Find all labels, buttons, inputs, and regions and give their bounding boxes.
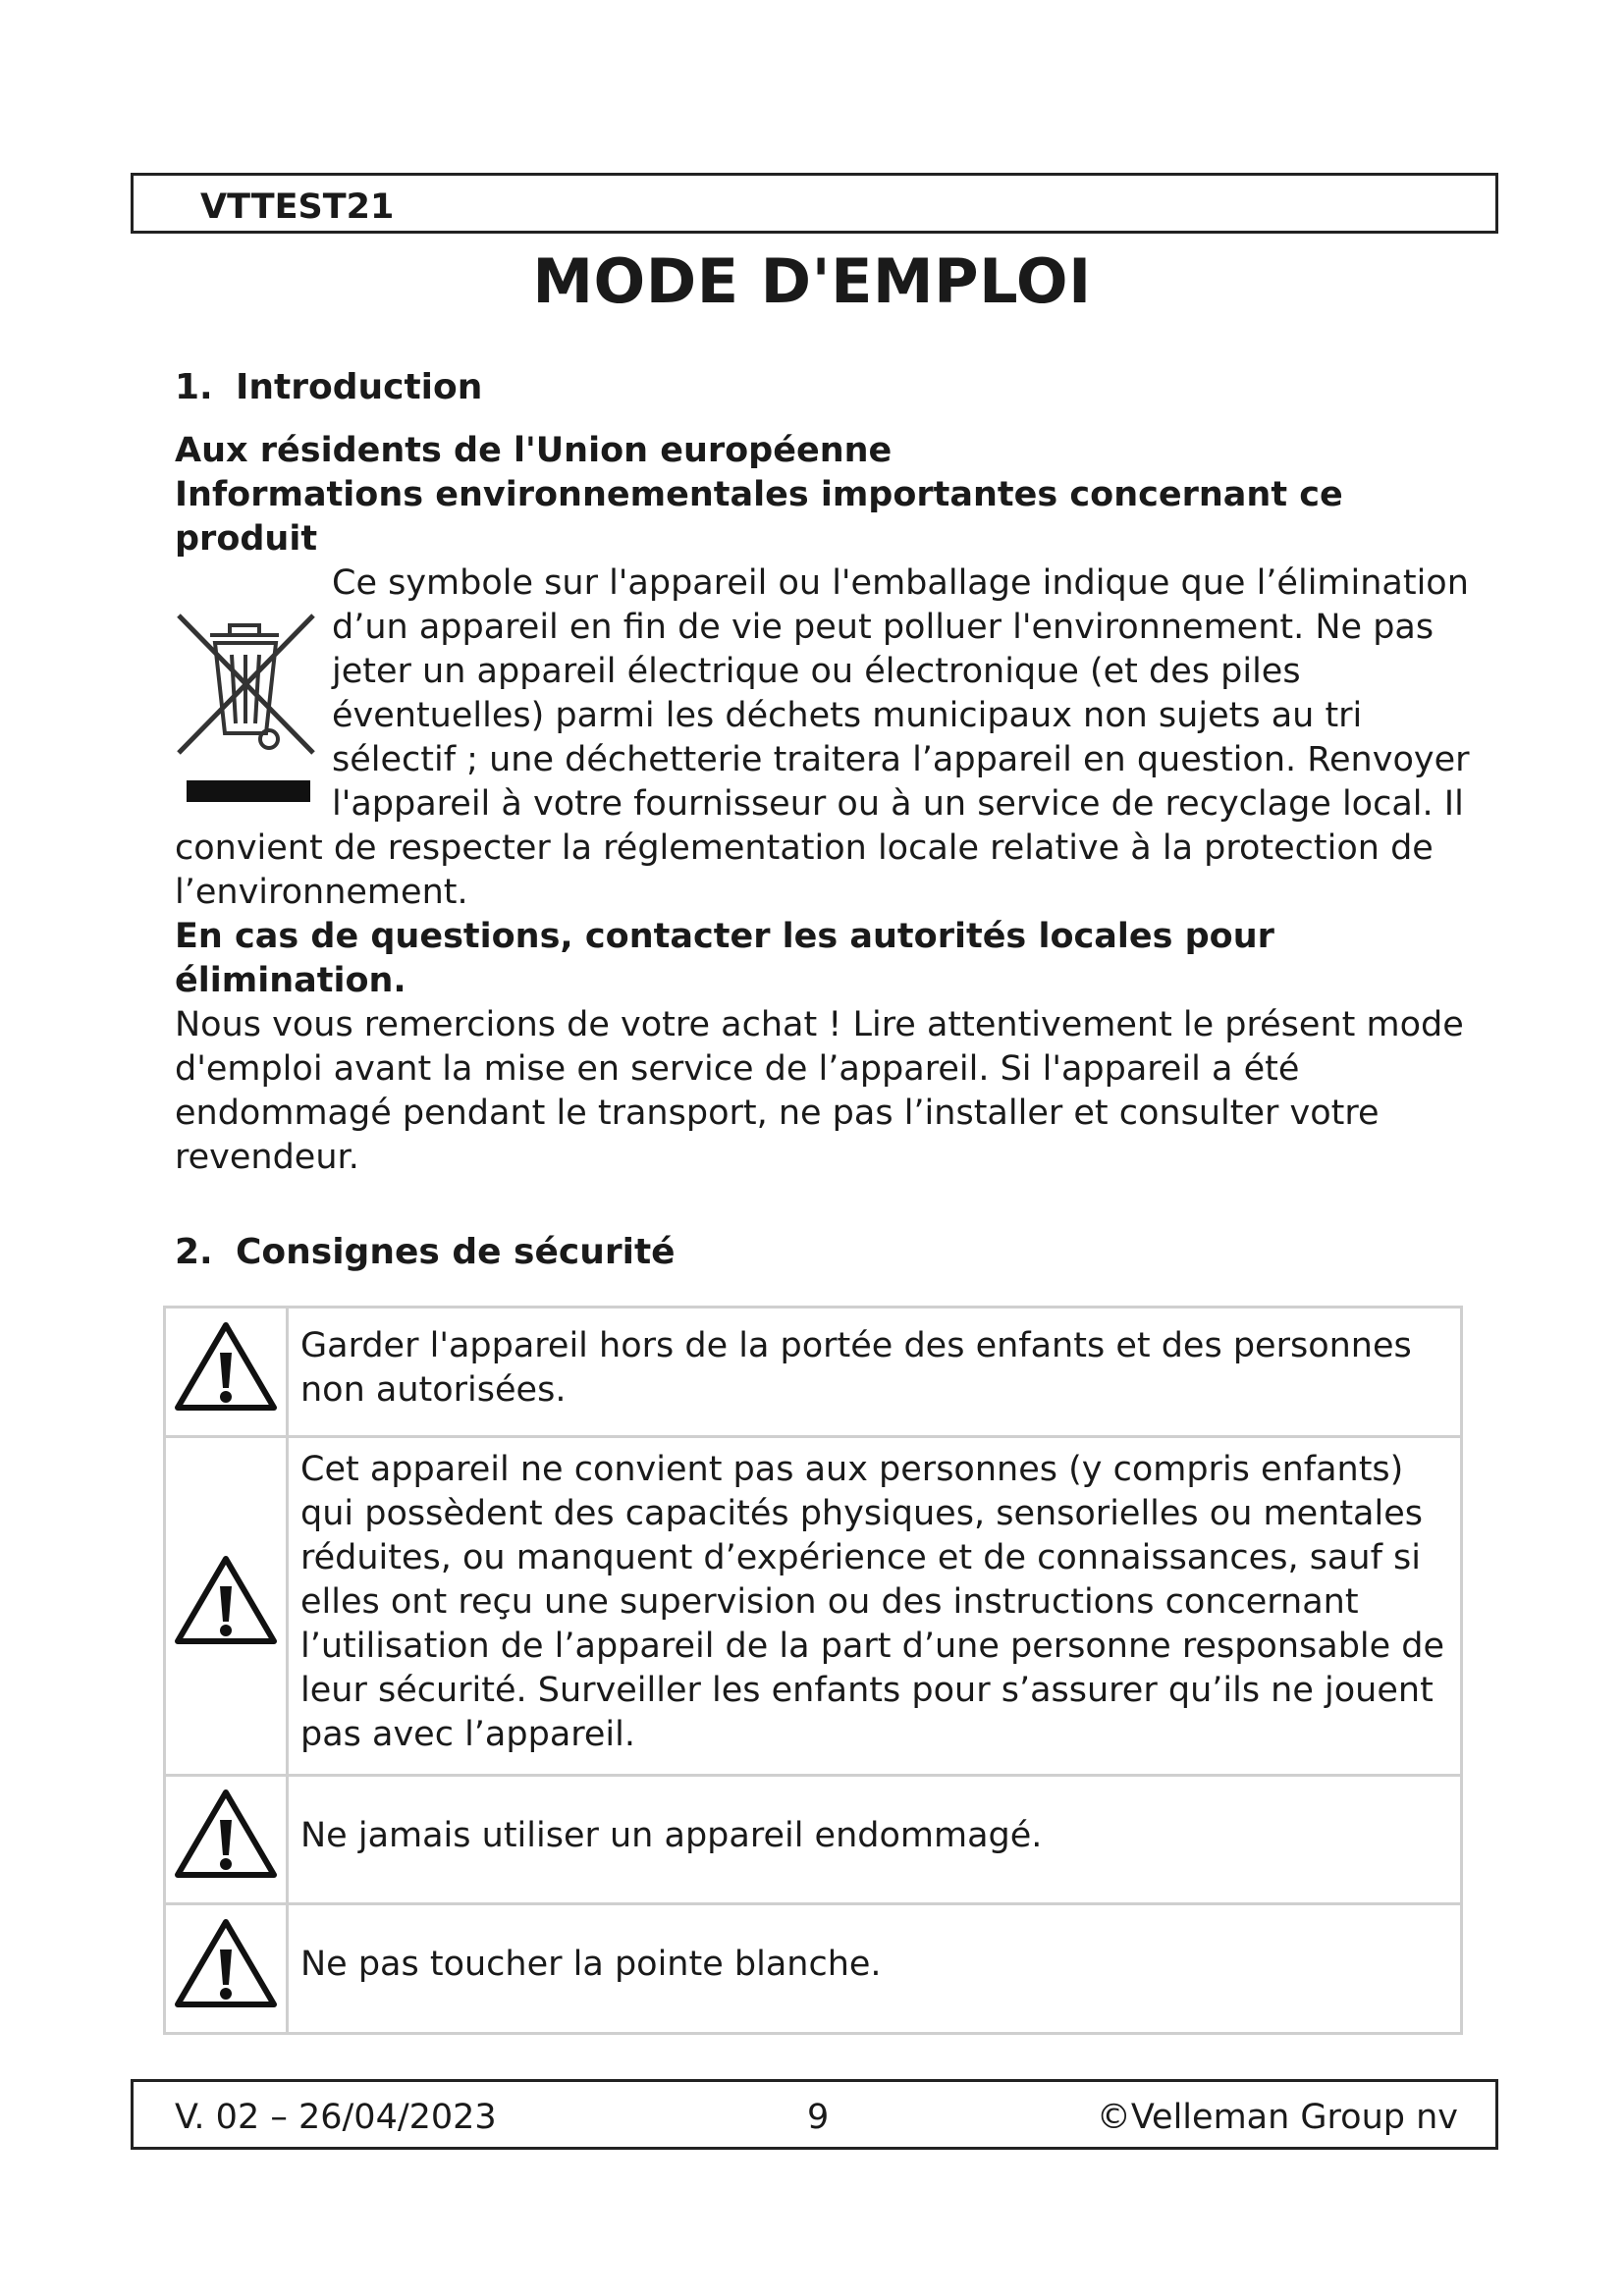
section-safety bbox=[175, 1230, 1490, 1274]
warning-icon bbox=[173, 1553, 279, 1647]
section-2-number: 2. bbox=[175, 1232, 213, 1272]
icon-cell bbox=[165, 1904, 288, 2034]
page-title: MODE D'EMPLOI bbox=[532, 245, 1092, 317]
page-number: 9 bbox=[807, 2098, 830, 2137]
safety-table bbox=[163, 1306, 1463, 2035]
safety-text: Cet appareil ne convient pas aux personnes (y compris enfants) qui possèdent des capacités physiques, sensorielles ou mentales réduites, ou manquent d’expérience et de connaissances, sauf si elles ont reçu une supervision ou des instructions concernant l’utilisation de l’appareil de la part d’une personne responsable de leur sécurité. Surveiller les enfants pour s’assurer qu’ils ne jouent pas avec l’appareil. bbox=[288, 1437, 1462, 1776]
eu-heading: Aux résidents de l'Union européenne bbox=[175, 431, 893, 470]
section-1-title: Introduction bbox=[236, 367, 483, 407]
safety-text: Ne jamais utiliser un appareil endommagé. bbox=[288, 1776, 1462, 1904]
questions-text: En cas de questions, contacter les autorités locales pour élimination. bbox=[175, 917, 1274, 1000]
table-row bbox=[165, 1776, 1462, 1904]
table-row bbox=[165, 1437, 1462, 1776]
section-2-title: Consignes de sécurité bbox=[236, 1232, 676, 1272]
warning-icon bbox=[173, 1319, 279, 1414]
icon-cell bbox=[165, 1437, 288, 1776]
env-heading: Informations environnementales importantes concernant ce produit bbox=[175, 475, 1343, 559]
version-label: V. 02 – 26/04/2023 bbox=[175, 2098, 497, 2137]
footer-box bbox=[131, 2079, 1498, 2150]
icon-cell bbox=[165, 1776, 288, 1904]
section-2-heading bbox=[175, 1230, 1490, 1274]
copyright: ©Velleman Group nv bbox=[1096, 2098, 1458, 2137]
safety-text: Ne pas toucher la pointe blanche. bbox=[288, 1904, 1462, 2034]
warning-icon bbox=[173, 1916, 279, 2010]
model-label: VTTEST21 bbox=[200, 187, 395, 227]
table-row bbox=[165, 1308, 1462, 1437]
header-box bbox=[131, 173, 1498, 234]
thanks-text: Nous vous remercions de votre achat ! Lire attentivement le présent mode d'emploi avant la mise en service de l’appareil. Si l'appareil a été endommagé pendant le transport, ne pas l’installer et consulter votre revendeur. bbox=[175, 1005, 1464, 1177]
section-1-heading bbox=[175, 365, 1490, 409]
section-introduction bbox=[175, 365, 1490, 1180]
icon-cell bbox=[165, 1308, 288, 1437]
weee-text: Ce symbole sur l'appareil ou l'emballage indique que l’élimination d’un appareil en fin de vie peut polluer l'environnement. Ne pas jeter un appareil électrique ou électronique (et des piles éventuelles) parmi les déchets municipaux non sujets au tri sélectif ; une déchetterie traitera l’appareil en question. Renvoyer l'appareil à votre fournisseur ou à un service de recyclage local. Il convient de respecter la réglementation locale relative à la protection de l’environnement. bbox=[175, 563, 1470, 912]
warning-icon bbox=[173, 1787, 279, 1881]
weee-block bbox=[175, 561, 1490, 915]
section-1-number: 1. bbox=[175, 367, 213, 407]
safety-text: Garder l'appareil hors de la portée des enfants et des personnes non autorisées. bbox=[288, 1308, 1462, 1437]
table-row bbox=[165, 1904, 1462, 2034]
